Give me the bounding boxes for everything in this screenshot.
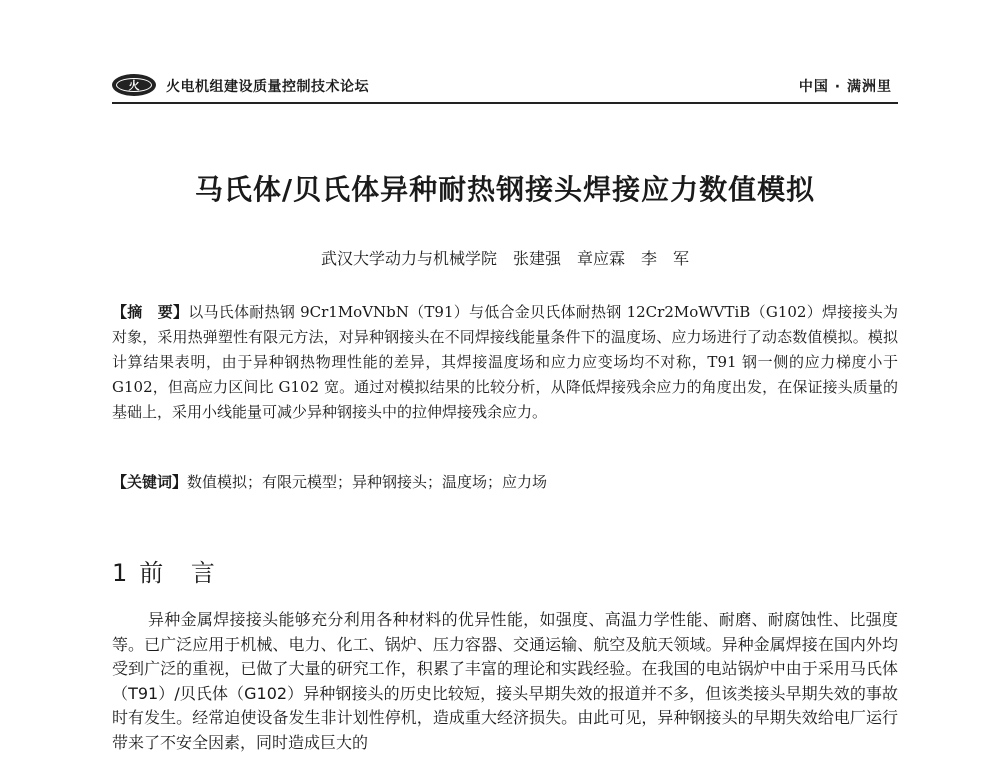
abstract-label: 【摘 要】 xyxy=(112,303,189,321)
keywords-text: 数值模拟；有限元模型；异种钢接头；温度场；应力场 xyxy=(187,473,548,491)
abstract-text: 以马氏体耐热钢 9Cr1MoVNbN（T91）与低合金贝氏体耐热钢 12Cr2MoWVTiB（G102）焊接接头为对象，采用热弹塑性有限元方法，对异种钢接头在不同焊接线能量条件下的温度场、应力场进行了动态数值模拟。模拟计算结果表明，由于异种钢热物理性能的差异，其焊接温度场和应力应变场均不对称，T91 钢一侧的应力梯度小于 G102，但高应力区间比 G102 宽。通过对模拟结果的比较分析，从降低焊接残余应力的角度出发，在保证接头质量的基础上，采用小线能量可减少异种钢接头中的拉伸焊接残余应力。 xyxy=(112,303,898,421)
section-title: 前 言 xyxy=(139,559,225,587)
section-number: 1 xyxy=(112,559,128,587)
authors-line: 武汉大学动力与机械学院 张建强 章应霖 李 军 xyxy=(320,249,689,268)
abstract xyxy=(112,300,898,425)
keywords xyxy=(112,470,898,495)
conference-location: 中国 · 满洲里 xyxy=(798,79,892,95)
journal-name: 火电机组建设质量控制技术论坛 xyxy=(166,79,369,95)
forum-logo-icon: 火 xyxy=(112,74,156,96)
paper-title: 马氏体/贝氏体异种耐热钢接头焊接应力数值模拟 xyxy=(194,173,816,206)
body-paragraph: 异种金属焊接接头能够充分利用各种材料的优异性能，如强度、高温力学性能、耐磨、耐腐蚀性、比强度等。已广泛应用于机械、电力、化工、锅炉、压力容器、交通运输、航空及航天领域。异种金属焊接在国内外均受到广泛的重视，已做了大量的研究工作，积累了丰富的理论和实践经验。在我国的电站锅炉中由于采用马氏体（T91）/贝氏体（G102）异种钢接头的历史比较短，接头早期失效的报道并不多，但该类接头早期失效的事故时有发生。经常迫使设备发生非计划性停机，造成重大经济损失。由此可见，异种钢接头的早期失效给电厂运行带来了不安全因素，同时造成巨大的 xyxy=(112,610,898,752)
running-header xyxy=(112,72,898,104)
keywords-label: 【关键词】 xyxy=(112,473,188,491)
section-heading xyxy=(112,553,898,588)
